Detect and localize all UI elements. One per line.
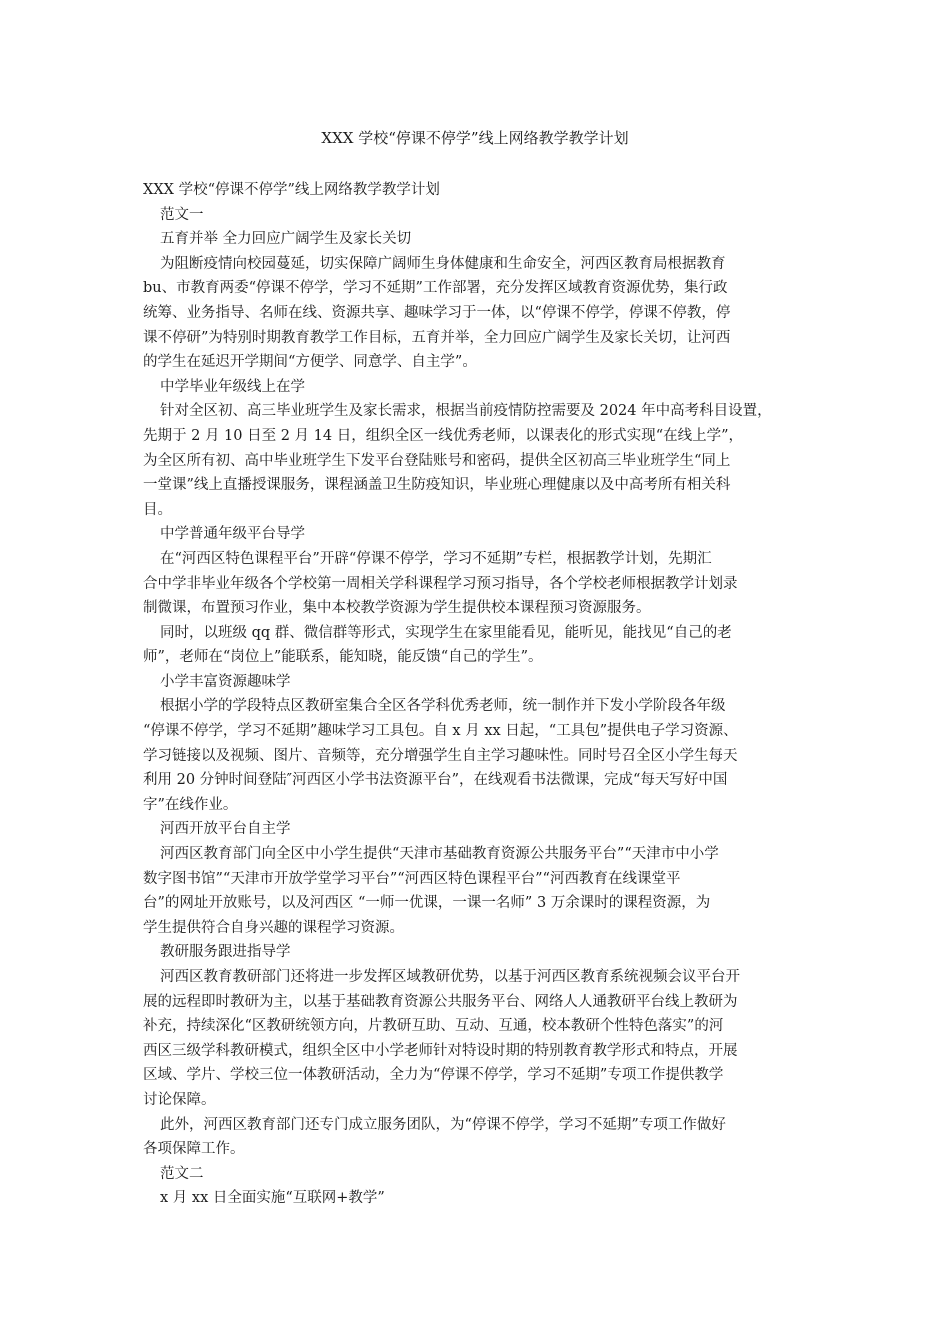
text-line: 合中学非毕业年级各个学校第一周相关学科课程学习预习指导，各个学校老师根据教学计划录 xyxy=(143,575,738,592)
text-line: 学生提供符合自身兴趣的课程学习资源。 xyxy=(143,919,404,936)
text-line: 师”，老师在“岗位上”能联系，能知晓，能反馈“自己的学生”。 xyxy=(143,649,543,666)
document-title: XXX 学校“停课不停学”线上网络教学教学计划 xyxy=(321,129,629,147)
text-line: “停课不停学，学习不延期”趣味学习工具包。自 x 月 xx 日起，“工具包”提供电子学习资源、 xyxy=(143,723,738,740)
text-line: 河西区教育教研部门还将进一步发挥区域教研优势，以基于河西区教育系统视频会议平台开 xyxy=(160,969,740,985)
text-line: 西区三级学科教研模式，组织全区中小学老师针对特设时期的特别教育教学形式和特点，开展 xyxy=(143,1042,738,1059)
text-line: 范文二 xyxy=(160,1165,204,1182)
text-line: XXX 学校“停课不停学”线上网络教学教学计划 xyxy=(143,182,440,198)
text-line: 根据小学的学段特点区教研室集合全区各学科优秀老师，统一制作并下发小学阶段各年级 xyxy=(160,698,726,715)
text-line: 区域、学片、学校三位一体教研活动，全力为“停课不停学，学习不延期”专项工作提供教学 xyxy=(143,1067,724,1084)
text-line: 展的远程即时教研为主，以基于基础教育资源公共服务平台、网络人人通教研平台线上教研为 xyxy=(143,993,738,1010)
text-line: 小学丰富资源趣味学 xyxy=(160,673,291,690)
text-line: 利用 20 分钟时间登陆″河西区小学书法资源平台”，在线观看书法微课，完成“每天写好中国 xyxy=(143,772,728,789)
text-line: 范文一 xyxy=(160,206,204,223)
text-line: 河西区教育部门向全区中小学生提供“天津市基础教育资源公共服务平台”“天津市中小学 xyxy=(160,846,719,863)
text-line: 目。 xyxy=(143,501,172,518)
text-line: 在“河西区特色课程平台”开辟“停课不停学，学习不延期”专栏，根据教学计划，先期汇 xyxy=(160,550,712,567)
text-line: 补充，持续深化“区教研统领方向，片教研互助、互动、互通，校本教研个性特色落实”的河 xyxy=(143,1018,724,1035)
text-line: 课不停研”为特别时期教育教学工作目标，五育并举，全力回应广阔学生及家长关切，让河西 xyxy=(143,329,731,346)
text-line: 统筹、业务指导、名师在线、资源共享、趣味学习于一体，以“停课不停学，停课不停教，停 xyxy=(143,304,731,321)
text-line: 五育并举 全力回应广阔学生及家长关切 xyxy=(160,231,412,248)
text-line: 为全区所有初、高中毕业班学生下发平台登陆账号和密码，提供全区初高三毕业班学生“同上 xyxy=(143,452,731,469)
text-line: 中学毕业年级线上在学 xyxy=(160,378,305,395)
text-line: 河西开放平台自主学 xyxy=(160,821,291,838)
text-line: 数字图书馆”“天津市开放学堂学习平台”“河西区特色课程平台”“河西教育在线课堂平 xyxy=(143,870,681,887)
text-line: 学习链接以及视频、图片、音频等，充分增强学生自主学习趣味性。同时号召全区小学生每天 xyxy=(143,747,738,764)
text-line: 针对全区初、高三毕业班学生及家长需求，根据当前疫情防控需要及 2024 年中高考科目设置， xyxy=(160,403,772,420)
text-line: 的学生在延迟开学期间“方便学、同意学、自主学”。 xyxy=(143,354,477,371)
text-line: 先期于 2 月 10 日至 2 月 14 日，组织全区一线优秀老师，以课表化的形式实现“在线上学”， xyxy=(143,427,744,444)
document-body xyxy=(143,178,813,1211)
text-line: x 月 xx 日全面实施“互联网+教学” xyxy=(160,1190,385,1207)
text-line: 为阻断疫情向校园蔓延，切实保障广阔师生身体健康和生命安全，河西区教育局根据教育 xyxy=(160,255,726,272)
text-line: 此外，河西区教育部门还专门成立服务团队，为“停课不停学，学习不延期”专项工作做好 xyxy=(160,1116,726,1133)
text-line: 字”在线作业。 xyxy=(143,796,238,813)
text-line: bu、市教育两委“停课不停学，学习不延期”工作部署，充分发挥区域教育资源优势，集行政 xyxy=(143,280,728,297)
text-line: 台”的网址开放账号，以及河西区 “一师一优课，一课一名师” 3 万余课时的课程资源，为 xyxy=(143,895,711,912)
text-line: 一堂课”线上直播授课服务，课程涵盖卫生防疫知识，毕业班心理健康以及中高考所有相关科 xyxy=(143,477,731,494)
text-line: 中学普通年级平台导学 xyxy=(160,526,305,543)
text-line: 讨论保障。 xyxy=(143,1091,216,1108)
text-line: 制微课，布置预习作业，集中本校教学资源为学生提供校本课程预习资源服务。 xyxy=(143,600,651,617)
text-line: 教研服务跟进指导学 xyxy=(160,944,291,961)
text-line: 各项保障工作。 xyxy=(143,1141,245,1158)
text-line: 同时，以班级 qq 群、微信群等形式，实现学生在家里能看见，能听见，能找见“自己的老 xyxy=(160,624,732,641)
